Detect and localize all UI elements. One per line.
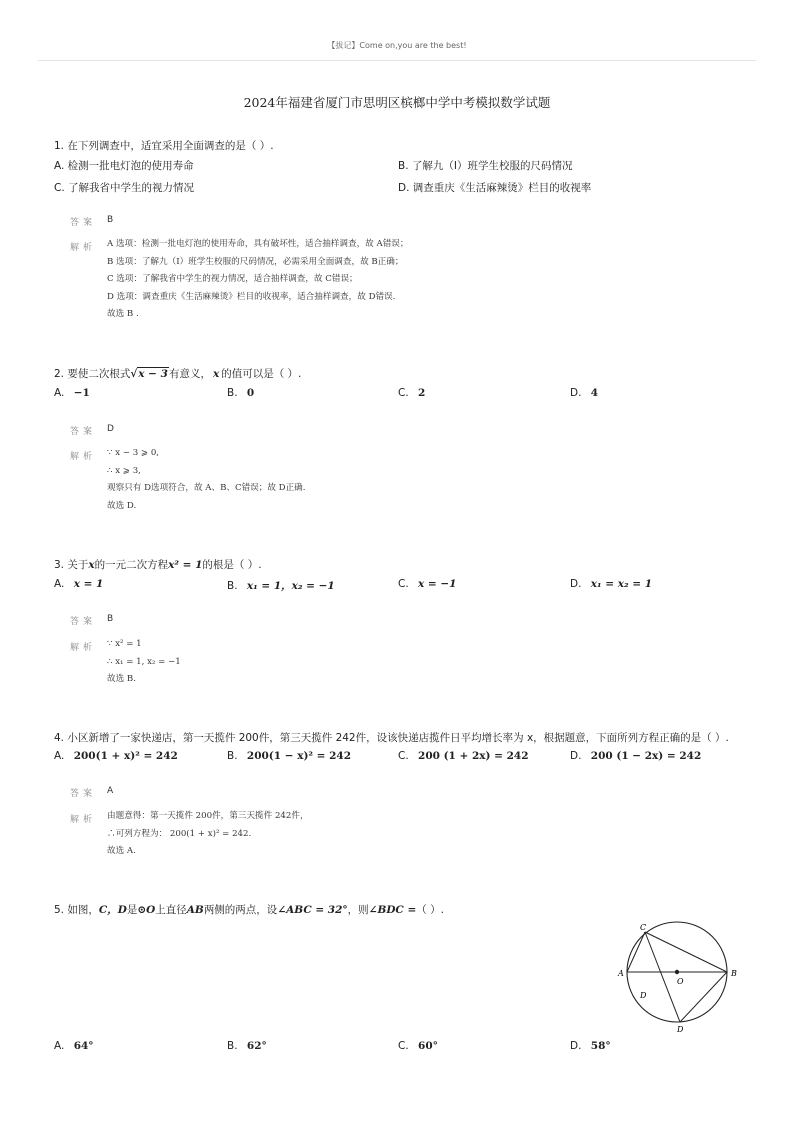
- q3-option-b: B. x₁ = 1，x₂ = −1: [227, 580, 335, 592]
- q1-option-c: C. 了解我省中学生的视力情况: [54, 182, 195, 194]
- label-c: C: [640, 923, 647, 932]
- q1-analysis-line: C 选项：了解我省中学生的视力情况，适合抽样调查，故 C错误；: [107, 274, 358, 284]
- label-b: B: [731, 969, 737, 978]
- chord-cb: [645, 932, 727, 972]
- center-point: [675, 970, 679, 974]
- q2-option-a: A. −1: [54, 387, 90, 399]
- q1-analysis-line: A 选项：检测一批电灯泡的使用寿命，具有破坏性，适合抽样调查，故 A错误；: [107, 239, 409, 249]
- q3-answer: B: [107, 614, 114, 624]
- q1-analysis-label: 解析: [70, 243, 97, 253]
- q5-option-a: A. 64°: [54, 1040, 94, 1052]
- q4-option-b: B. 200(1 − x)² = 242: [227, 750, 352, 762]
- q2-analysis-label: 解析: [70, 452, 97, 462]
- q2-option-c: C. 2: [398, 387, 426, 399]
- q2-answer-label: 答案: [70, 427, 97, 437]
- q2-answer: D: [107, 424, 114, 434]
- q1-option-b: B. 了解九（I）班学生校服的尺码情况: [398, 160, 573, 172]
- label-d-inner: D: [640, 991, 647, 1000]
- page-header: 【拔记】Come on,you are the best!: [327, 41, 467, 50]
- q1-analysis-line: 故选 B .: [107, 309, 139, 319]
- q3-analysis-line: ∵ x² = 1: [107, 639, 142, 649]
- q4-answer: A: [107, 786, 114, 796]
- q2-analysis-line: 故选 D.: [107, 500, 137, 511]
- q4-analysis-line: 故选 A.: [107, 846, 136, 856]
- q3-stem: 3. 关于x的一元二次方程x² = 1的根是（ ）.: [54, 559, 262, 571]
- q4-option-d: D. 200 (1 − 2x) = 242: [570, 750, 702, 762]
- q1-option-d: D. 调查重庆《生活麻辣烫》栏目的收视率: [398, 182, 592, 194]
- q2-option-d: D. 4: [570, 387, 599, 399]
- q4-answer-label: 答案: [70, 789, 97, 799]
- header-divider: [38, 60, 756, 61]
- q5-option-d: D. 58°: [570, 1040, 611, 1052]
- q3-analysis: [107, 636, 181, 689]
- q1-analysis-line: B 选项：了解九（I）班学生校服的尺码情况，必需采用全面调查，故 B正确；: [107, 256, 404, 267]
- q2-analysis-line: ∵ x − 3 ⩾ 0,: [107, 448, 160, 458]
- chord-ca: [627, 932, 645, 972]
- q2-analysis-line: ∴ x ⩾ 3,: [107, 465, 141, 476]
- q1-answer: B: [107, 215, 114, 225]
- q4-analysis-label: 解析: [70, 815, 97, 825]
- q1-answer-label: 答案: [70, 218, 97, 228]
- q4-stem: 4. 小区新增了一家快递店，第一天揽件 200件，第三天揽件 242件，设该快递店揽件日平均增长率为 x，根据题意，下面所列方程正确的是（ ）.: [54, 732, 729, 744]
- label-a: A: [618, 969, 624, 978]
- q3-analysis-line: 故选 B.: [107, 674, 136, 684]
- q1-analysis-line: D 选项：调查重庆《生活麻辣烫》栏目的收视率，适合抽样调查，故 D错误.: [107, 291, 396, 302]
- q4-analysis: [107, 808, 309, 861]
- label-d: D: [677, 1025, 684, 1034]
- label-o: O: [677, 977, 684, 986]
- q3-answer-label: 答案: [70, 617, 97, 627]
- q1-option-a: A. 检测一批电灯泡的使用寿命: [54, 160, 194, 172]
- q2-analysis-line: 观察只有 D选项符合，故 A、B、C错误；故 D正确.: [107, 483, 306, 493]
- q3-option-a: A. x = 1: [54, 578, 104, 590]
- q2-option-b: B. 0: [227, 387, 255, 399]
- q2-analysis: [107, 445, 306, 515]
- q4-option-a: A. 200(1 + x)² = 242: [54, 750, 178, 762]
- q2-stem: 2. 要使二次根式√x − 3有意义， x 的值可以是（ ）.: [54, 368, 302, 380]
- q4-option-c: C. 200 (1 + 2x) = 242: [398, 750, 529, 762]
- q5-option-b: B. 62°: [227, 1040, 267, 1052]
- q1-analysis: [107, 236, 408, 324]
- q4-analysis-line: ∴可列方程为： 200(1 + x)² = 242.: [107, 828, 252, 839]
- q3-analysis-label: 解析: [70, 643, 97, 653]
- q4-analysis-line: 由题意得：第一天揽件 200件，第三天揽件 242件，: [107, 811, 309, 821]
- q3-option-c: C. x = −1: [398, 578, 457, 590]
- q1-stem: 1. 在下列调查中，适宜采用全面调查的是（ ）.: [54, 140, 274, 152]
- page-title: 2024年福建省厦门市思明区槟榔中学中考模拟数学试题: [243, 95, 551, 110]
- q3-option-d: D. x₁ = x₂ = 1: [570, 578, 653, 590]
- q5-option-c: C. 60°: [398, 1040, 438, 1052]
- q5-stem: 5. 如图，C，D是⊙O上直径AB两侧的两点，设∠ABC = 32°，则∠BDC =（ ）.: [54, 904, 444, 916]
- circle-diagram: [610, 918, 745, 1038]
- chord-cd: [645, 932, 680, 1022]
- q3-analysis-line: ∴ x₁ = 1, x₂ = −1: [107, 656, 181, 667]
